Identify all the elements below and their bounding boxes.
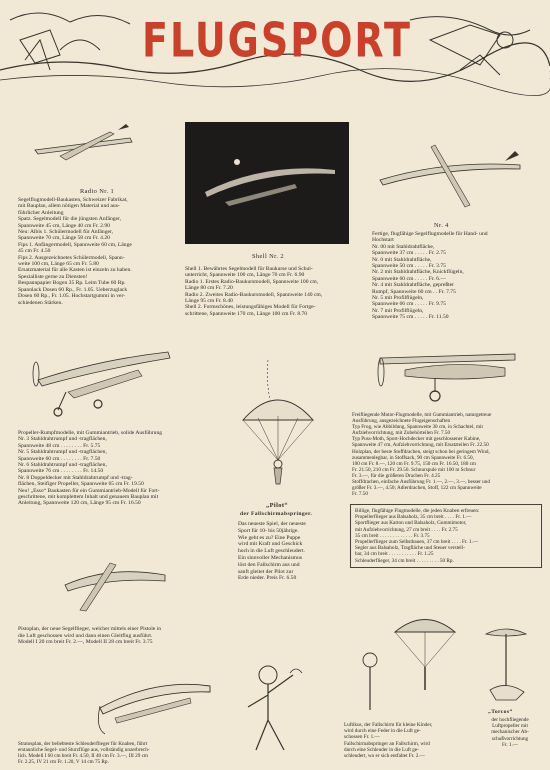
page-title: FLUGSPORT <box>142 12 412 68</box>
glider-radio-1-illustration <box>30 120 140 170</box>
torcos-propeller-illustration <box>476 614 536 704</box>
text-block-stratosplan: Stratosplan, der beliebteste Schleuderflieger für Knaben, führt erstaunliche Segel- und Sturzflüge aus, vollständig unzerbrech- lich. Modell I 60 cm breit Fr. 4.50, II 40 cm Fr. 3.—, III 29 cm Fr. 2.25, IV 21 cm Fr. 1.20, V 14 cm 75 Rp. <box>18 741 150 766</box>
caption-pilot-sub: der Fallschirmabspringer. <box>240 511 313 517</box>
caption-radio-1: Radio Nr. 1 <box>80 188 115 195</box>
text-block-luftikus: Luftikus, der Fallschirm für kleine Kinder, wird durch eine Feder in die Luft ge- schossen Fr. 1.— Fallschirmabspringer an Fallschirm, wird durch eine Schleuder in die Luft ge- schleudert, wo er sich entfaltet Fr. 2.— <box>344 722 433 760</box>
stratosplan-illustration <box>95 668 215 738</box>
pistoplan-illustration <box>60 555 170 615</box>
caption-torcos: „Torcos“ <box>488 709 513 715</box>
propeller-rumpfmodell-illustration <box>28 330 178 420</box>
glider-shell-2-illustration <box>185 122 349 244</box>
caption-nr-4: Nr. 4 <box>434 222 449 229</box>
caption-shell-2: Shell Nr. 2 <box>252 253 284 260</box>
header-banner <box>0 0 550 96</box>
text-block-propeller-rumpfmodelle: Propeller-Rumpfmodelle, mit Gummiantrieb, solide Ausführung Nr. 3 Stahldrahtrumpf und -tragflächen, Spannweite 48 cm . . . . . . . . Fr. 5.75 Nr. 5 Stahldrahtrumpf und -tragflächen, Spannweite 60 cm . . . . . . . . Fr. 7.50 Nr. 6 Stahldrahtrumpf und -tragflächen, Spannweite 76 cm . . . . . . . . Fr. 14.50 Nr. 8 Doppeldecker mit Stahldrahtrumpf und -trag- flächen, Steifiger Propeller, Spannweite 65 cm Fr. 19.50 Neu! „Esso“ Baukasten für ein Gummiantrieb-Modell für Fort- geschrittene, mit komplettem Inhalt und genauem Bauplan mit Anleitung, Spannweite 120 cm, Länge 95 cm Fr. 16.50 <box>18 430 163 507</box>
glider-nr-4-illustration <box>375 135 525 215</box>
caption-pilot: „Pilot“ <box>266 502 288 509</box>
pilot-parachute-illustration <box>238 360 318 500</box>
text-block-pistoplan: Pistoplan, der neue Segelflieger, welcher mittels einer Pistole in die Luft geschossen wird und dann einen Gleitflug ausführt. Modell I 20 cm breit Fr. 2.—, Modell II 28 cm breit Fr. 3.75 <box>18 626 161 646</box>
text-block-fertige-segelflugmodelle: Fertige, flugfähige Segelflugmodelle für Hand- und Hochstart Nr. 00 mit Stahldrahtfläche, Spannweite 37 cm . . . . . Fr. 2.75 Nr. 0 mit Stahldrahtfläche, Spannweite 50 cm . . . . . Fr. 3.75 Nr. 2 mit Stahldrahtfläche, Knickflügeln, Spannweite 60 cm . . . . . Fr. 6.— Nr. 4 mit Stahldrahtfläche, gepreßter Rumpf, Spannweite 60 cm . . Fr. 7.75 Nr. 5 mit Profilflügeln, Spannweite 66 cm . . . . . Fr. 9.75 Nr. 7 mit Profilflügeln, Spannweite 75 cm . . . . . Fr. 11.50 <box>372 231 488 321</box>
photo-shell-2 <box>185 122 349 244</box>
luftikus-parachute-illustration <box>390 612 460 692</box>
motor-flugmodell-illustration <box>375 330 525 410</box>
text-block-pilot: Das neueste Spiel, der neueste Sport für 10- bis 50jährige. Wie geht es zu? Eine Puppe wird mit Kraft und Geschick hoch in die Luft geschleudert. Ein sinnvoller Mechanismus löst den Fallschirm aus und sanft gleitet der Pilot zur Erde nieder. Preis Fr. 6.50 <box>238 521 306 582</box>
text-block-segelflug-baukasten: Segelflugmodell-Baukasten, Schweizer Fabrikat, mit Bauplan, allem nötigen Material und aus- führlicher Anleitung Spatz. Segelmodell für die jüngsten Anfänger, Spannweite 45 cm, Länge 40 cm Fr. 2.90 Neu: Albis 1. Schülermodell für Anfänger, Spannweite 70 cm, Länge 58 cm Fr. 4.20 Fips 1. Anfängermodell, Spannweite 60 cm, Länge 45 cm Fr. 4.50 Fips 2. Ausgezeichnetes Schülermodell, Spann- weite 100 cm, Länge 65 cm Fr. 5.80 Ersatzmaterial für alle Kasten ist einzeln zu haben. Spezialliste gerne zu Diensten! Bespannpapier Bogen 35 Rp. Leim Tube 60 Rp. Spannlack Dosen 60 Rp., Fr. 1.05. Ueberzuglack Dosen 60 Rp., Fr. 1.05. Hochstartgummi in ver- schiedenen Stärken. <box>18 197 132 306</box>
text-block-shell-radio: Shell 1. Bewährtes Segelmodell für Baukurse und Schul- unterricht, Spannweite 100 cm, Länge 70 cm Fr. 6.90 Radio 1. Erstes Radio-Baukursmodell, Spannweite 100 cm, Länge 80 cm Fr. 7.20 Radio 2. Zweites Radio-Baukursmodell, Spannweite 140 cm, Länge 95 cm Fr. 8.40 Shell 2. Formschönes, leistungsfähiges Modell für Fortge- schrittene, Spannweite 170 cm, Länge 100 cm Fr. 8.70 <box>185 266 323 317</box>
text-block-motor-flugmodelle: Freifliegende Motor-Flugmodelle, mit Gummiantrieb, naturgetreue Ausführung, ausgezeichnete Flugeigenschaften Typ Frog, wie Abbildung, Spannweite 30 cm, in Schachtel, mit Aufziehvorrichtung, mit Zubehörteilen Fr. 7.50 Typ Puss-Moth, Sport-Hochdecker mit geschlossener Kabine, Spannweite 47 cm, Aufziehvorrichtung, mit Ersatzteilen Fr. 22.50 Holzplan, der beste Stoffdrachen, steigt schon bei geringem Wind, zusammenlegbar, in Stoffsack, 90 cm Spannweite Fr. 6.50, 100 cm Fr. 8.—, 120 cm Fr. 9.75, 150 cm Fr. 16.50, 180 cm Fr. 21.50, 210 cm Fr. 29.50. Schnurspule mit 100 m Schnur Fr. 3.—, für die größeren Drachen Fr. 4.25 Stoffdrachen, einfache Ausführung Fr. 1.—, 2.—, 3.—, besser und größer Fr. 3.—, 4.50; Adlerdrachen, Stoff, 122 cm Spannweite Fr. 7.50 <box>352 412 492 498</box>
box-billige-flugmodelle: Billige, flugfähige Flugmodelle, die jeden Knaben erfreuen: Propellerflieger aus Balsaholz, 35 cm breit . . . . Fr. 1.— Sportflieger aus Karton und Balsaholz, Gummimotor, mit Aufziehvorrichtung, 27 cm breit . . . . Fr. 2.75 35 cm breit . . . . . . . . . . . . . Fr. 3.75 Propellerflieger zum Selbstbauen, 37 cm breit . . . . Fr. 1.— Segler aus Balsaholz, Tragfläche und Steuer verstell- bar, 34 cm breit . . . . . . . . . . . Fr. 1.25 Schleuderflieger, 34 cm breit . . . . . . . . . 50 Rp. <box>350 504 542 568</box>
boy-throwing-illustration <box>238 655 308 765</box>
text-block-torcos: der hochfliegende Luftpropeller mit mechanischer Ab- schußvorrichtung Fr. 1.— <box>491 717 529 748</box>
fallschirmabspringer-illustration <box>345 650 395 720</box>
